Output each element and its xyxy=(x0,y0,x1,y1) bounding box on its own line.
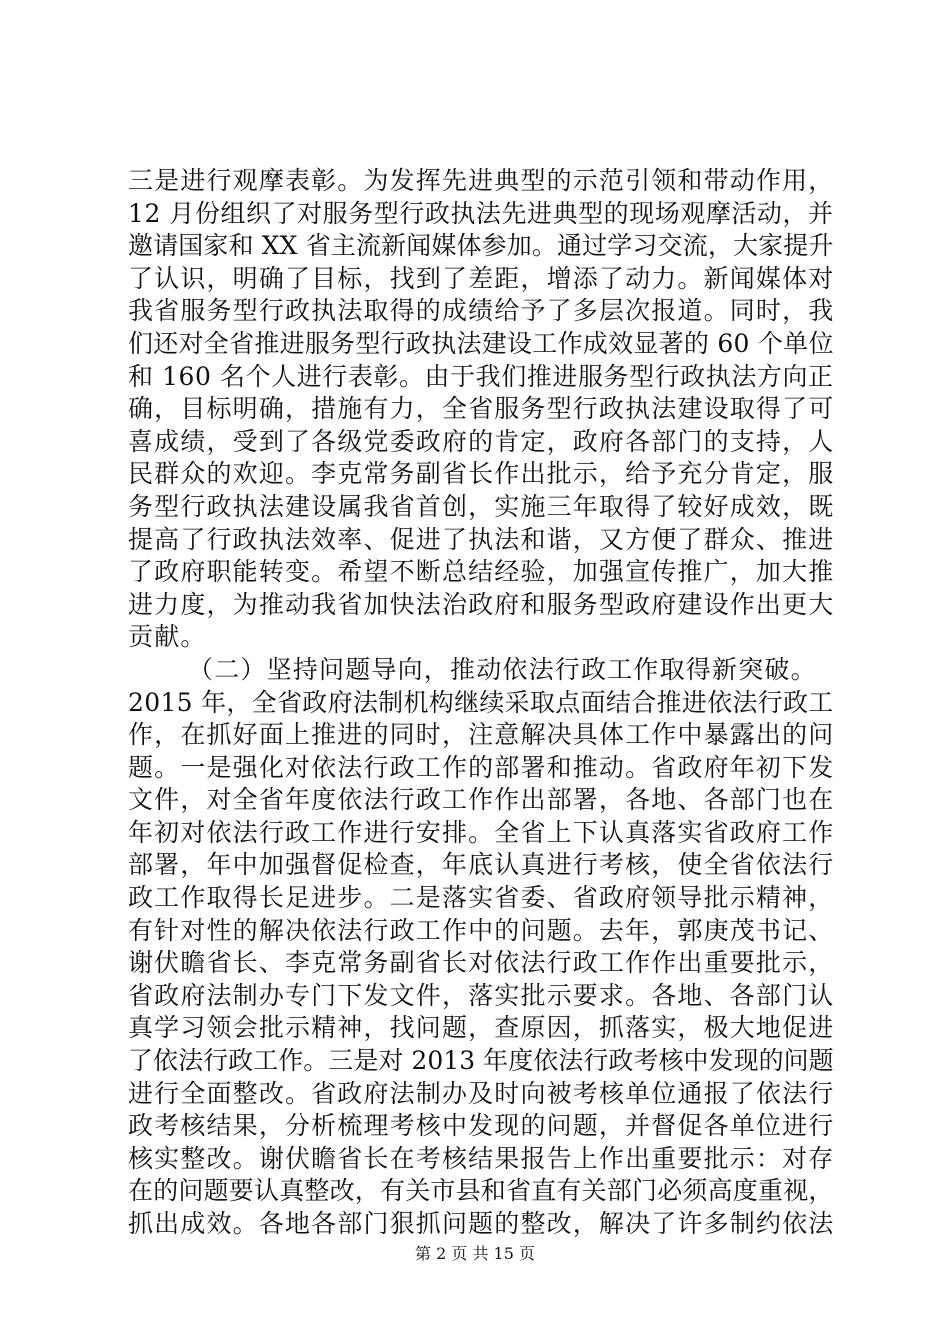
text-line: 有针对性的解决依法行政工作中的问题。去年，郭庚茂书记、 xyxy=(128,915,835,945)
text-line: 抓出成效。各地各部门狠抓问题的整改，解决了许多制约依法 xyxy=(128,1209,835,1238)
text-line: 贡献。 xyxy=(128,622,207,652)
text-line: 进行全面整改。省政府法制办及时向被考核单位通报了依法行 xyxy=(128,1078,835,1108)
text-line: 提高了行政执法效率、促进了执法和谐，又方便了群众、推进 xyxy=(128,524,835,554)
text-line: 我省服务型行政执法取得的成绩给予了多层次报道。同时，我 xyxy=(128,296,835,326)
text-line: 民群众的欢迎。李克常务副省长作出批示，给予充分肯定，服 xyxy=(128,459,835,489)
text-line: （二）坚持问题导向，推动依法行政工作取得新突破。 xyxy=(188,654,817,684)
text-line: 2015 年，全省政府法制机构继续采取点面结合推进依法行政工 xyxy=(128,687,834,717)
body-text xyxy=(128,165,834,1241)
text-line: 们还对全省推进服务型行政执法建设工作成效显著的 60 个单位 xyxy=(128,328,834,358)
text-line: 了认识，明确了目标，找到了差距，增添了动力。新闻媒体对 xyxy=(128,263,835,293)
text-line: 年初对依法行政工作进行安排。全省上下认真落实省政府工作 xyxy=(128,817,835,847)
text-line: 进力度，为推动我省加快法治政府和服务型政府建设作出更大 xyxy=(128,589,835,619)
text-line: 确，目标明确，措施有力，全省服务型行政执法建设取得了可 xyxy=(128,394,835,424)
text-line: 部署，年中加强督促检查，年底认真进行考核，使全省依法行 xyxy=(128,850,835,880)
text-line: 核实整改。谢伏瞻省长在考核结果报告上作出重要批示：对存 xyxy=(128,1143,835,1173)
text-line: 文件，对全省年度依法行政工作作出部署，各地、各部门也在 xyxy=(128,785,835,815)
text-line: 省政府法制办专门下发文件，落实批示要求。各地、各部门认 xyxy=(128,980,835,1010)
text-line: 真学习领会批示精神，找问题，查原因，抓落实，极大地促进 xyxy=(128,1013,835,1043)
page-footer: 第 2 页 共 15 页 xyxy=(415,1244,535,1263)
text-line: 谢伏瞻省长、李克常务副省长对依法行政工作作出重要批示， xyxy=(128,948,835,978)
text-line: 务型行政执法建设属我省首创，实施三年取得了较好成效，既 xyxy=(128,491,835,521)
text-line: 政工作取得长足进步。二是落实省委、省政府领导批示精神， xyxy=(128,883,835,913)
text-line: 和 160 名个人进行表彰。由于我们推进服务型行政执法方向正 xyxy=(128,361,834,391)
text-line: 题。一是强化对依法行政工作的部署和推动。省政府年初下发 xyxy=(128,752,835,782)
text-line: 邀请国家和 XX 省主流新闻媒体参加。通过学习交流，大家提升 xyxy=(128,231,834,261)
text-line: 在的问题要认真整改，有关市县和省直有关部门必须高度重视， xyxy=(128,1176,834,1206)
text-line: 政考核结果，分析梳理考核中发现的问题，并督促各单位进行 xyxy=(128,1111,835,1141)
text-line: 作，在抓好面上推进的同时，注意解决具体工作中暴露出的问 xyxy=(128,720,835,750)
text-line: 喜成绩，受到了各级党委政府的肯定，政府各部门的支持，人 xyxy=(128,426,835,456)
text-line: 12 月份组织了对服务型行政执法先进典型的现场观摩活动，并 xyxy=(128,198,834,228)
text-line: 了依法行政工作。三是对 2013 年度依法行政考核中发现的问题 xyxy=(128,1046,834,1076)
text-line: 三是进行观摩表彰。为发挥先进典型的示范引领和带动作用， xyxy=(128,166,835,195)
text-line: 了政府职能转变。希望不断总结经验，加强宣传推广，加大推 xyxy=(128,557,835,587)
